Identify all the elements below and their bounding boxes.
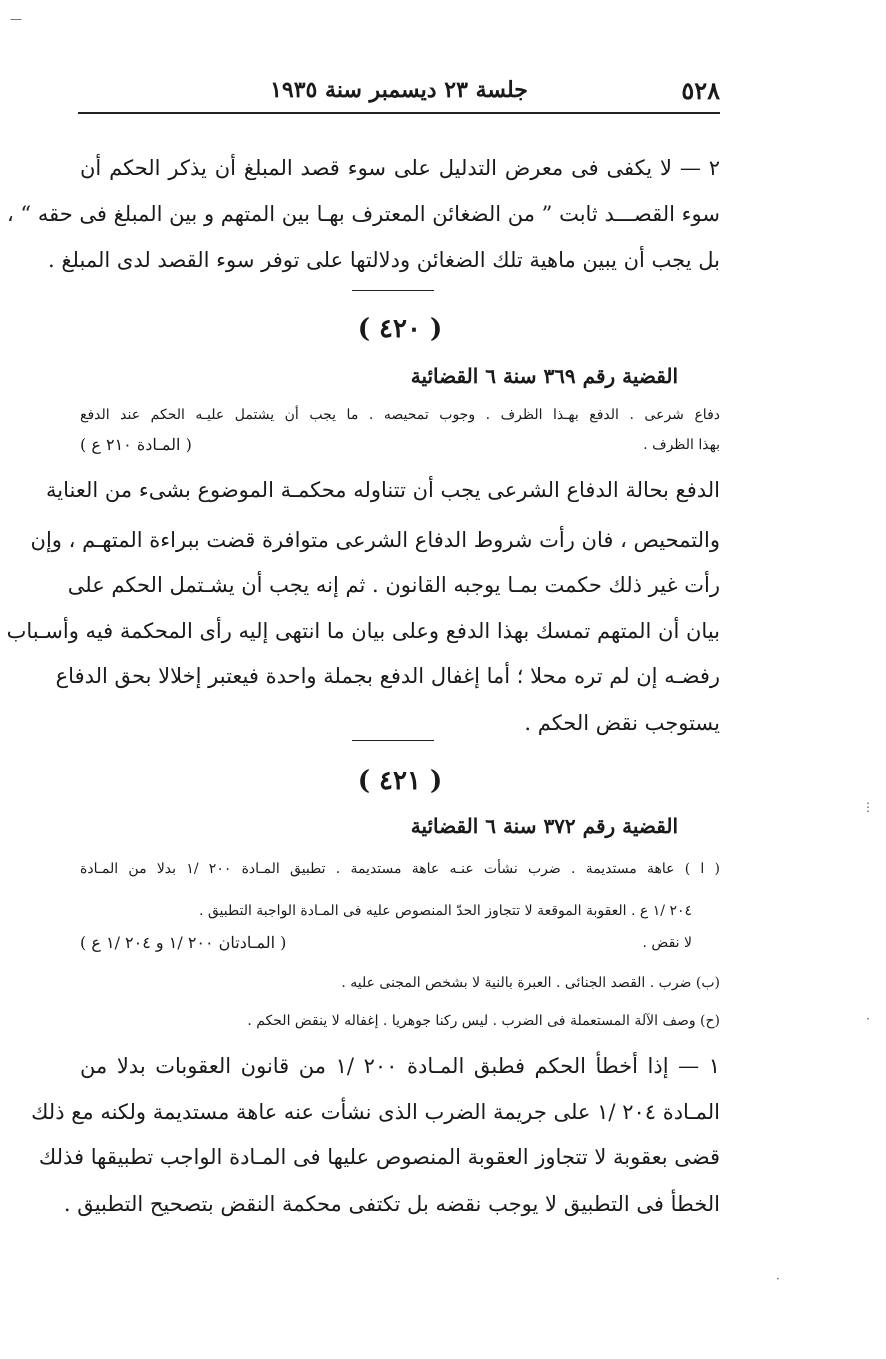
header-rule [78,112,720,114]
scan-mark: — [10,12,22,26]
prev-line-2: سوء القصـــد ثابت ” من الضغائن المعترف بهـا بين المتهم و بين المبلغ فى حقه “ ، [6,202,720,226]
case-421-summary-c: (ح) وصف الآلة المستعملة فى الضرب . ليس ركنا جوهريا . إغفاله لا ينقض الحكم . [247,1013,720,1029]
session-title: جلسة ٢٣ ديسمبر سنة ١٩٣٥ [270,77,528,103]
case-title-421: القضية رقم ٣٧٢ سنة ٦ القضائية [410,814,678,838]
prev-line-3: بل يجب أن يبين ماهية تلك الضغائن ودلالتها على توفر سوء القصد لدى المبلغ . [48,248,720,272]
case-421-summary-a-3-text: لا نقض . [642,935,692,951]
case-420-body-6: يستوجب نقض الحكم . [524,711,720,735]
page-number: ٥٢٨ [681,75,720,105]
case-420-summary-1: دفاع شرعى . الدفع بهـذا الظرف . وجوب تمحيصه . ما يجب أن يشتمل عليـه الحكم عند الدفع [80,407,720,423]
case-420-summary-2 [80,434,720,456]
prev-line-1: ٢ — لا يكفى فى معرض التدليل على سوء قصد المبلغ أن يذكر الحكم أن [80,156,720,180]
case-title-420: القضية رقم ٣٦٩ سنة ٦ القضائية [410,364,678,388]
case-420-body-5: رفضـه إن لم تره محلا ؛ أما إغفال الدفع بجملة واحدة فيعتبر إخلالا بحق الدفاع [55,664,720,688]
case-420-body-2: والتمحيص ، فان رأت شروط الدفاع الشرعى متوافرة قضت ببراءة المتهـم ، وإن [30,528,720,552]
case-number-421: ( ٤٢١ ) [357,766,443,796]
scan-mark: · [866,1012,870,1026]
scan-mark: · [776,1272,780,1286]
case-420-body-4: بيان أن المتهم تمسك بهذا الدفع وعلى بيان ما انتهى إليه رأى المحكمة فيه وأسـباب [6,619,720,643]
case-420-summary-2-text: بهذا الظرف . [643,437,720,453]
section-divider [352,290,434,291]
case-421-body-1: ١ — إذا أخطأ الحكم فطبق المـادة ٢٠٠ /١ من قانون العقوبات بدلا من [80,1054,720,1078]
case-421-body-2: المـادة ٢٠٤ /١ على جريمة الضرب الذى نشأت عنه عاهة مستديمة ولكنه مع ذلك [31,1100,720,1124]
section-divider [352,740,434,741]
scan-mark: ⋮ [862,800,874,814]
case-420-body-1: الدفع بحالة الدفاع الشرعى يجب أن تتناوله محكمـة الموضوع بشىء من العناية [46,478,720,502]
case-421-summary-a-3 [80,932,692,954]
case-421-body-4: الخطأ فى التطبيق لا يوجب نقضه بل تكتفى محكمة النقض بتصحيح التطبيق . [63,1192,720,1216]
case-421-summary-a-2: ٢٠٤ /١ ع . العقوبة الموقعة لا تتجاوز الحدّ المنصوص عليه فى المـادة الواجبة التطبيق . [198,903,692,919]
case-420-body-3: رأت غير ذلك حكمت بمـا يوجبه القانون . ثم إنه يجب أن يشـتمل الحكم على [67,573,720,597]
case-421-article-ref: ( المـادتان ٢٠٠ /١ و ٢٠٤ /١ ع ) [80,933,287,952]
case-421-summary-b: (ب) ضرب . القصد الجنائى . العبرة بالنية لا بشخص المجنى عليه . [341,975,720,991]
case-421-summary-a-1: ( ا ) عاهة مستديمة . ضرب نشأت عنـه عاهة مستديمة . تطبيق المـادة ٢٠٠ /١ بدلا من المـادة [80,861,721,877]
case-420-article-ref: ( المـادة ٢١٠ ع ) [80,435,192,454]
page-header [78,70,720,110]
case-421-body-3: قضى بعقوبة لا تتجاوز العقوبة المنصوص عليها فى المـادة الواجب تطبيقها فذلك [38,1145,720,1169]
case-number-420: ( ٤٢٠ ) [357,314,443,344]
